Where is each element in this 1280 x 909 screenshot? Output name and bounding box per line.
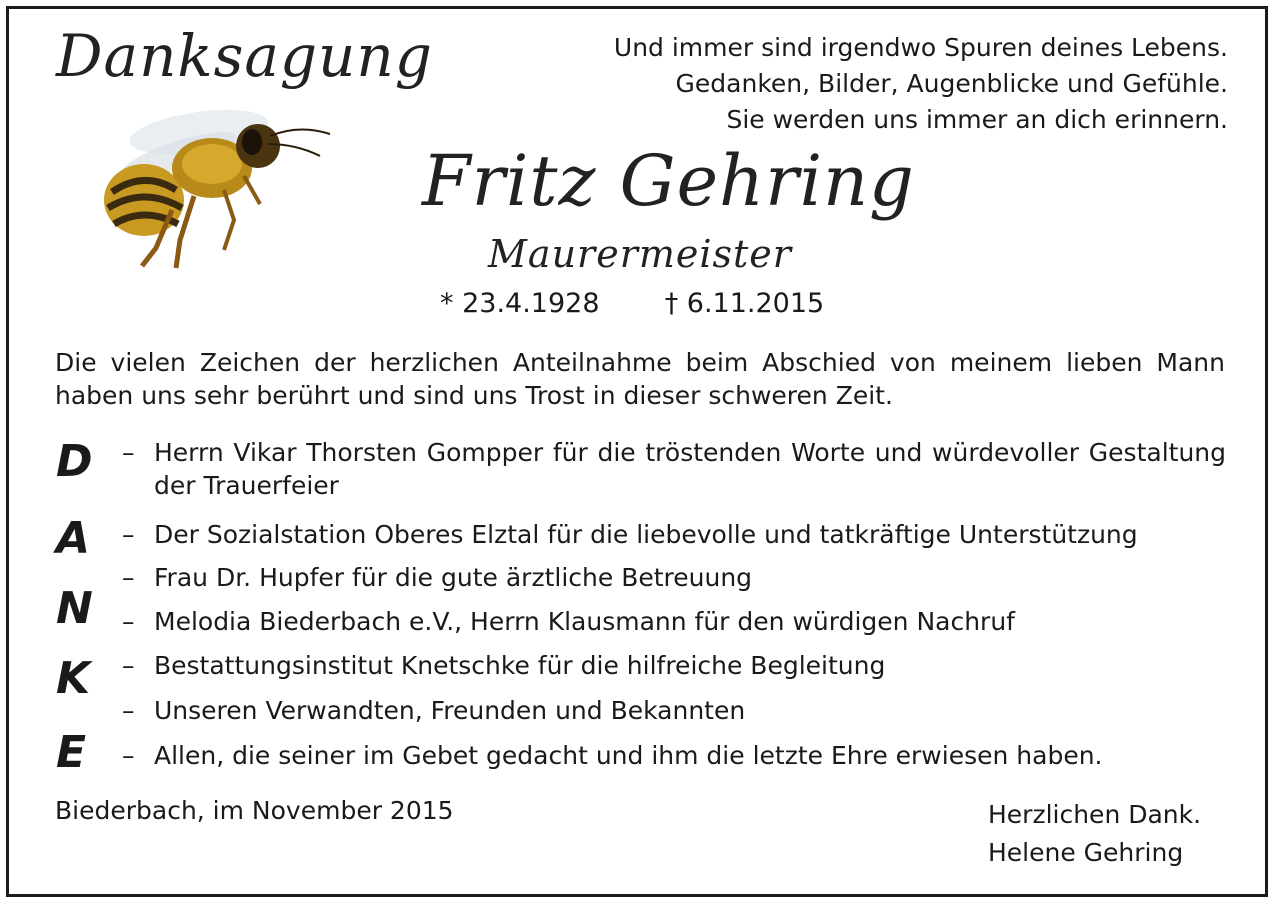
item-dash: – bbox=[122, 651, 135, 680]
list-item bbox=[122, 739, 1103, 772]
danke-letter-k: K bbox=[56, 653, 91, 704]
danke-letter-e: E bbox=[56, 727, 87, 778]
item-dash: – bbox=[122, 696, 135, 725]
item-text: Frau Dr. Hupfer für die gute ärztliche Betreuung bbox=[154, 563, 753, 592]
item-text: Melodia Biederbach e.V., Herrn Klausmann für den würdigen Nachruf bbox=[154, 607, 1015, 636]
memorial-quote bbox=[614, 30, 1228, 138]
closing-thanks: Herzlichen Dank. bbox=[988, 800, 1202, 829]
place-and-date: Biederbach, im November 2015 bbox=[55, 796, 454, 825]
birth-date: * 23.4.1928 bbox=[440, 288, 600, 319]
item-dash: – bbox=[122, 520, 135, 549]
list-item bbox=[122, 694, 745, 727]
item-text: Herrn Vikar Thorsten Gompper für die tröstenden Worte und würdevoller Gestaltung der Trauerfeier bbox=[154, 438, 1226, 500]
item-text: Der Sozialstation Oberes Elztal für die liebevolle und tatkräftige Unterstützung bbox=[154, 520, 1138, 549]
item-text: Bestattungsinstitut Knetschke für die hilfreiche Begleitung bbox=[154, 651, 886, 680]
item-dash: – bbox=[122, 563, 135, 592]
quote-line-1: Und immer sind irgendwo Spuren deines Lebens. bbox=[613, 33, 1228, 62]
heading-danksagung: Danksagung bbox=[56, 22, 433, 90]
danke-letter-d: D bbox=[56, 436, 93, 487]
list-item bbox=[122, 518, 1138, 551]
list-item bbox=[122, 605, 1015, 638]
closing-signature-block bbox=[988, 796, 1201, 872]
intro-paragraph: Die vielen Zeichen der herzlichen Anteilnahme beim Abschied von meinem lieben Mann haben uns sehr berührt und sind uns Trost in dieser schweren Zeit. bbox=[55, 348, 1225, 410]
list-item bbox=[122, 649, 885, 682]
item-dash: – bbox=[122, 741, 135, 770]
bee-image bbox=[84, 100, 354, 290]
danke-letter-a: A bbox=[56, 513, 91, 564]
signature-name: Helene Gehring bbox=[988, 838, 1184, 867]
list-item bbox=[122, 436, 1226, 502]
danke-letter-n: N bbox=[56, 583, 93, 634]
deceased-title: Maurermeister bbox=[488, 232, 792, 276]
life-dates bbox=[440, 288, 824, 319]
quote-line-3: Sie werden uns immer an dich erinnern. bbox=[726, 105, 1228, 134]
item-text: Allen, die seiner im Gebet gedacht und ihm die letzte Ehre erwiesen haben. bbox=[154, 741, 1103, 770]
deceased-name: Fritz Gehring bbox=[422, 140, 915, 222]
item-dash: – bbox=[122, 607, 135, 636]
death-date: † 6.11.2015 bbox=[664, 288, 825, 319]
quote-line-2: Gedanken, Bilder, Augenblicke und Gefühle. bbox=[675, 69, 1228, 98]
list-item bbox=[122, 561, 752, 594]
item-dash: – bbox=[122, 438, 135, 467]
item-text: Unseren Verwandten, Freunden und Bekannten bbox=[154, 696, 746, 725]
